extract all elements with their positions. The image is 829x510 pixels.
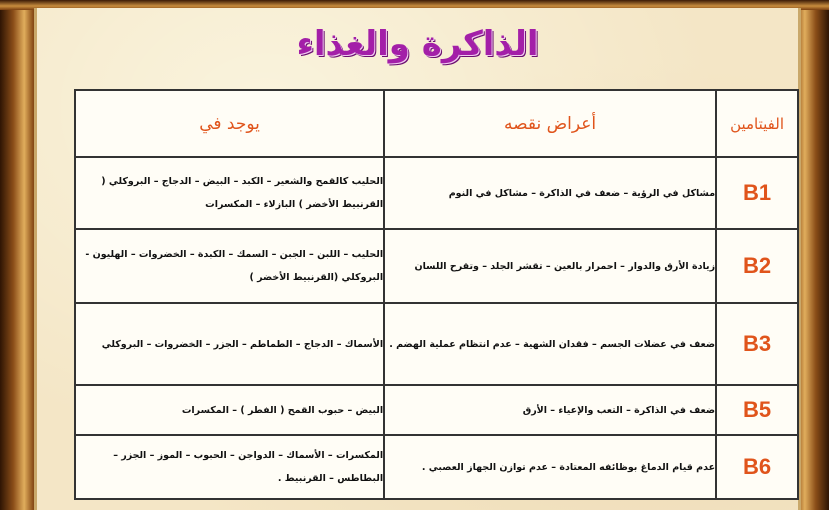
- vitamin-code: B6: [716, 435, 798, 499]
- table-row: [75, 229, 798, 303]
- parchment-panel: [34, 8, 801, 510]
- table-row: [75, 157, 798, 229]
- vitamin-code: B3: [716, 303, 798, 385]
- table-header-row: [75, 90, 798, 157]
- header-found-in: يوجد في: [75, 90, 384, 157]
- found-in-cell: الحليب كالقمح والشعير – الكبد – البيض – الدجاج – البروكلي ( القرنبيط الأخضر ) البازلاء – المكسرات: [75, 157, 384, 229]
- vitamin-code: B1: [716, 157, 798, 229]
- symptoms-cell: ضعف في الذاكرة – التعب والإعياء – الأرق: [384, 385, 716, 435]
- symptoms-cell: عدم قيام الدماغ بوظائفه المعتادة – عدم توازن الجهاز العصبي .: [384, 435, 716, 499]
- vitamins-table: [74, 89, 799, 500]
- vitamin-code: B2: [716, 229, 798, 303]
- symptoms-cell: مشاكل في الرؤية – ضعف في الذاكرة – مشاكل في النوم: [384, 157, 716, 229]
- found-in-cell: الأسماك – الدجاج – الطماطم – الجزر – الخضروات – البروكلي: [75, 303, 384, 385]
- vitamin-code: B5: [716, 385, 798, 435]
- header-vitamin: الفيتامين: [716, 90, 798, 157]
- header-symptoms: أعراض نقصه: [384, 90, 716, 157]
- symptoms-cell: زيادة الأرق والدوار – احمرار بالعين – تقشر الجلد – وتقرح اللسان: [384, 229, 716, 303]
- found-in-cell: المكسرات – الأسماك – الدواجن – الحبوب – الموز – الجزر – البطاطس – القرنبيط .: [75, 435, 384, 499]
- symptoms-cell: ضعف في عضلات الجسم – فقدان الشهية – عدم انتظام عملية الهضم .: [384, 303, 716, 385]
- table-row: [75, 435, 798, 499]
- found-in-cell: البيض – حبوب القمح ( الفطر ) – المكسرات: [75, 385, 384, 435]
- found-in-cell: الحليب – اللبن – الجبن – السمك – الكبدة – الخضروات – الهليون - البروكلي (القرنبيط الأخضر ): [75, 229, 384, 303]
- page-title: الذاكرة والغذاء: [296, 24, 539, 64]
- table-row: [75, 303, 798, 385]
- table-row: [75, 385, 798, 435]
